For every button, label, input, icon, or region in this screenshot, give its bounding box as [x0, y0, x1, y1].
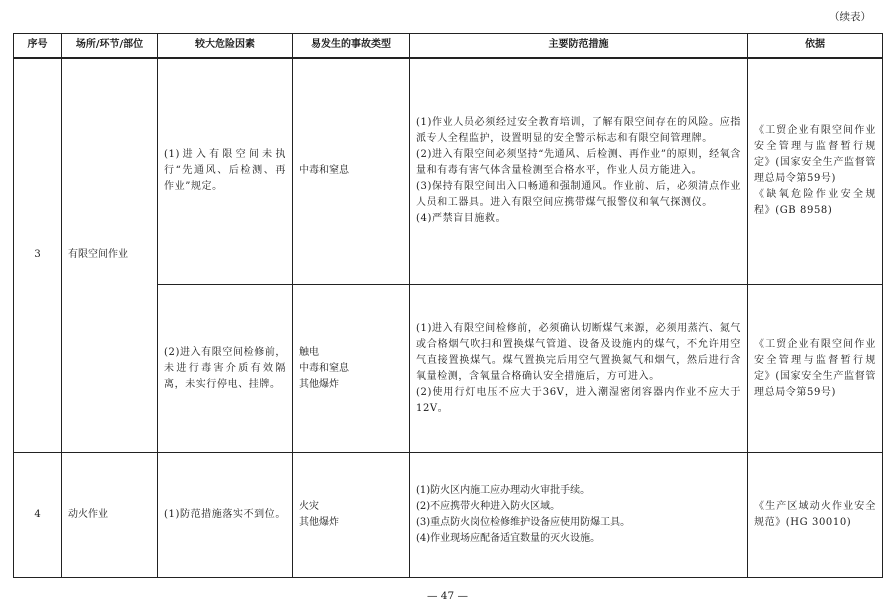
header-no: 序号 [14, 34, 62, 58]
accident-cell [293, 58, 410, 285]
row-number: 3 [14, 58, 62, 453]
measure-item: (4)严禁盲目施救。 [416, 213, 507, 225]
header-basis: 依据 [748, 34, 883, 58]
accident-cell [293, 453, 410, 578]
accident-type: 其他爆炸 [299, 517, 339, 528]
measure-item: (2)进入有限空间必须坚持“先通风、后检测、再作业”的原则，经氧含量和有毒有害气体含量检测至合格水平，作业人员方能进入。 [416, 149, 741, 177]
basis-item: 《缺氧危险作业安全规程》(GB 8958) [754, 189, 876, 217]
accident-type: 触电 [299, 346, 319, 358]
accident-type: 中毒和窒息 [299, 165, 349, 177]
header-accident-type: 易发生的事故类型 [293, 34, 410, 58]
basis-item: 《生产区域动火作业安全规范》(HG 30010) [754, 501, 876, 528]
table-row [14, 453, 883, 578]
measure-item: (2)使用行灯电压不应大于36V，进入潮湿密闭容器内作业不应大于12V。 [416, 386, 741, 414]
measure-item: (3)重点防火岗位检修维护设备应使用防爆工具。 [416, 517, 631, 528]
header-risk: 较大危险因素 [158, 34, 293, 58]
basis-item: 《工贸企业有限空间作业安全管理与监督暂行规定》(国家安全生产监督管理总局令第59号) [754, 338, 876, 398]
basis-cell [748, 58, 883, 285]
measure-item: (3)保持有限空间出入口畅通和强制通风。作业前、后，必须清点作业人员和工器具。进入有限空间应携带煤气报警仪和氧气探测仪。 [416, 181, 741, 209]
risk-cell: (1)防范措施落实不到位。 [158, 453, 293, 578]
risk-cell: (2)进入有限空间检修前，未进行毒害介质有效隔离，未实行停电、挂牌。 [158, 285, 293, 453]
measures-cell [410, 58, 748, 285]
place-cell: 有限空间作业 [62, 58, 158, 453]
measures-cell [410, 453, 748, 578]
risk-table [13, 33, 883, 578]
place-cell: 动火作业 [62, 453, 158, 578]
accident-cell [293, 285, 410, 453]
measures-cell [410, 285, 748, 453]
measure-item: (2)不应携带火种进入防火区域。 [416, 501, 561, 512]
accident-type: 中毒和窒息 [299, 362, 349, 374]
table-row [14, 58, 883, 285]
basis-item: 《工贸企业有限空间作业安全管理与监督暂行规定》(国家安全生产监督管理总局令第59号) [754, 125, 876, 185]
measure-item: (4)作业现场应配备适宜数量的灭火设施。 [416, 533, 601, 544]
measure-item: (1)进入有限空间检修前，必须确认切断煤气来源，必须用蒸汽、氮气或合格烟气吹扫和置换煤气管道、设备及设施内的煤气，不允许用空气直接置换煤气。煤气置换完后用空气置换氮气和烟气，然后进行含氧量检测，含氧量合格确认安全措施后，方可进入。 [416, 322, 741, 382]
risk-cell: (1)进入有限空间未执行“先通风、后检测、再作业”规定。 [158, 58, 293, 285]
row-number: 4 [14, 453, 62, 578]
continued-label: （续表） [829, 11, 871, 23]
header-measures: 主要防范措施 [410, 34, 748, 58]
basis-cell [748, 285, 883, 453]
basis-cell [748, 453, 883, 578]
header-row [14, 34, 883, 58]
measure-item: (1)作业人员必须经过安全教育培训，了解有限空间存在的风险。应指派专人全程监护，设置明显的安全警示标志和有限空间管理牌。 [416, 117, 741, 145]
header-place: 场所/环节/部位 [62, 34, 158, 58]
accident-type: 火灾 [299, 501, 319, 512]
measure-item: (1)防火区内施工应办理动火审批手续。 [416, 485, 591, 496]
accident-type: 其他爆炸 [299, 378, 339, 390]
page-number: — 47 — [426, 590, 469, 602]
